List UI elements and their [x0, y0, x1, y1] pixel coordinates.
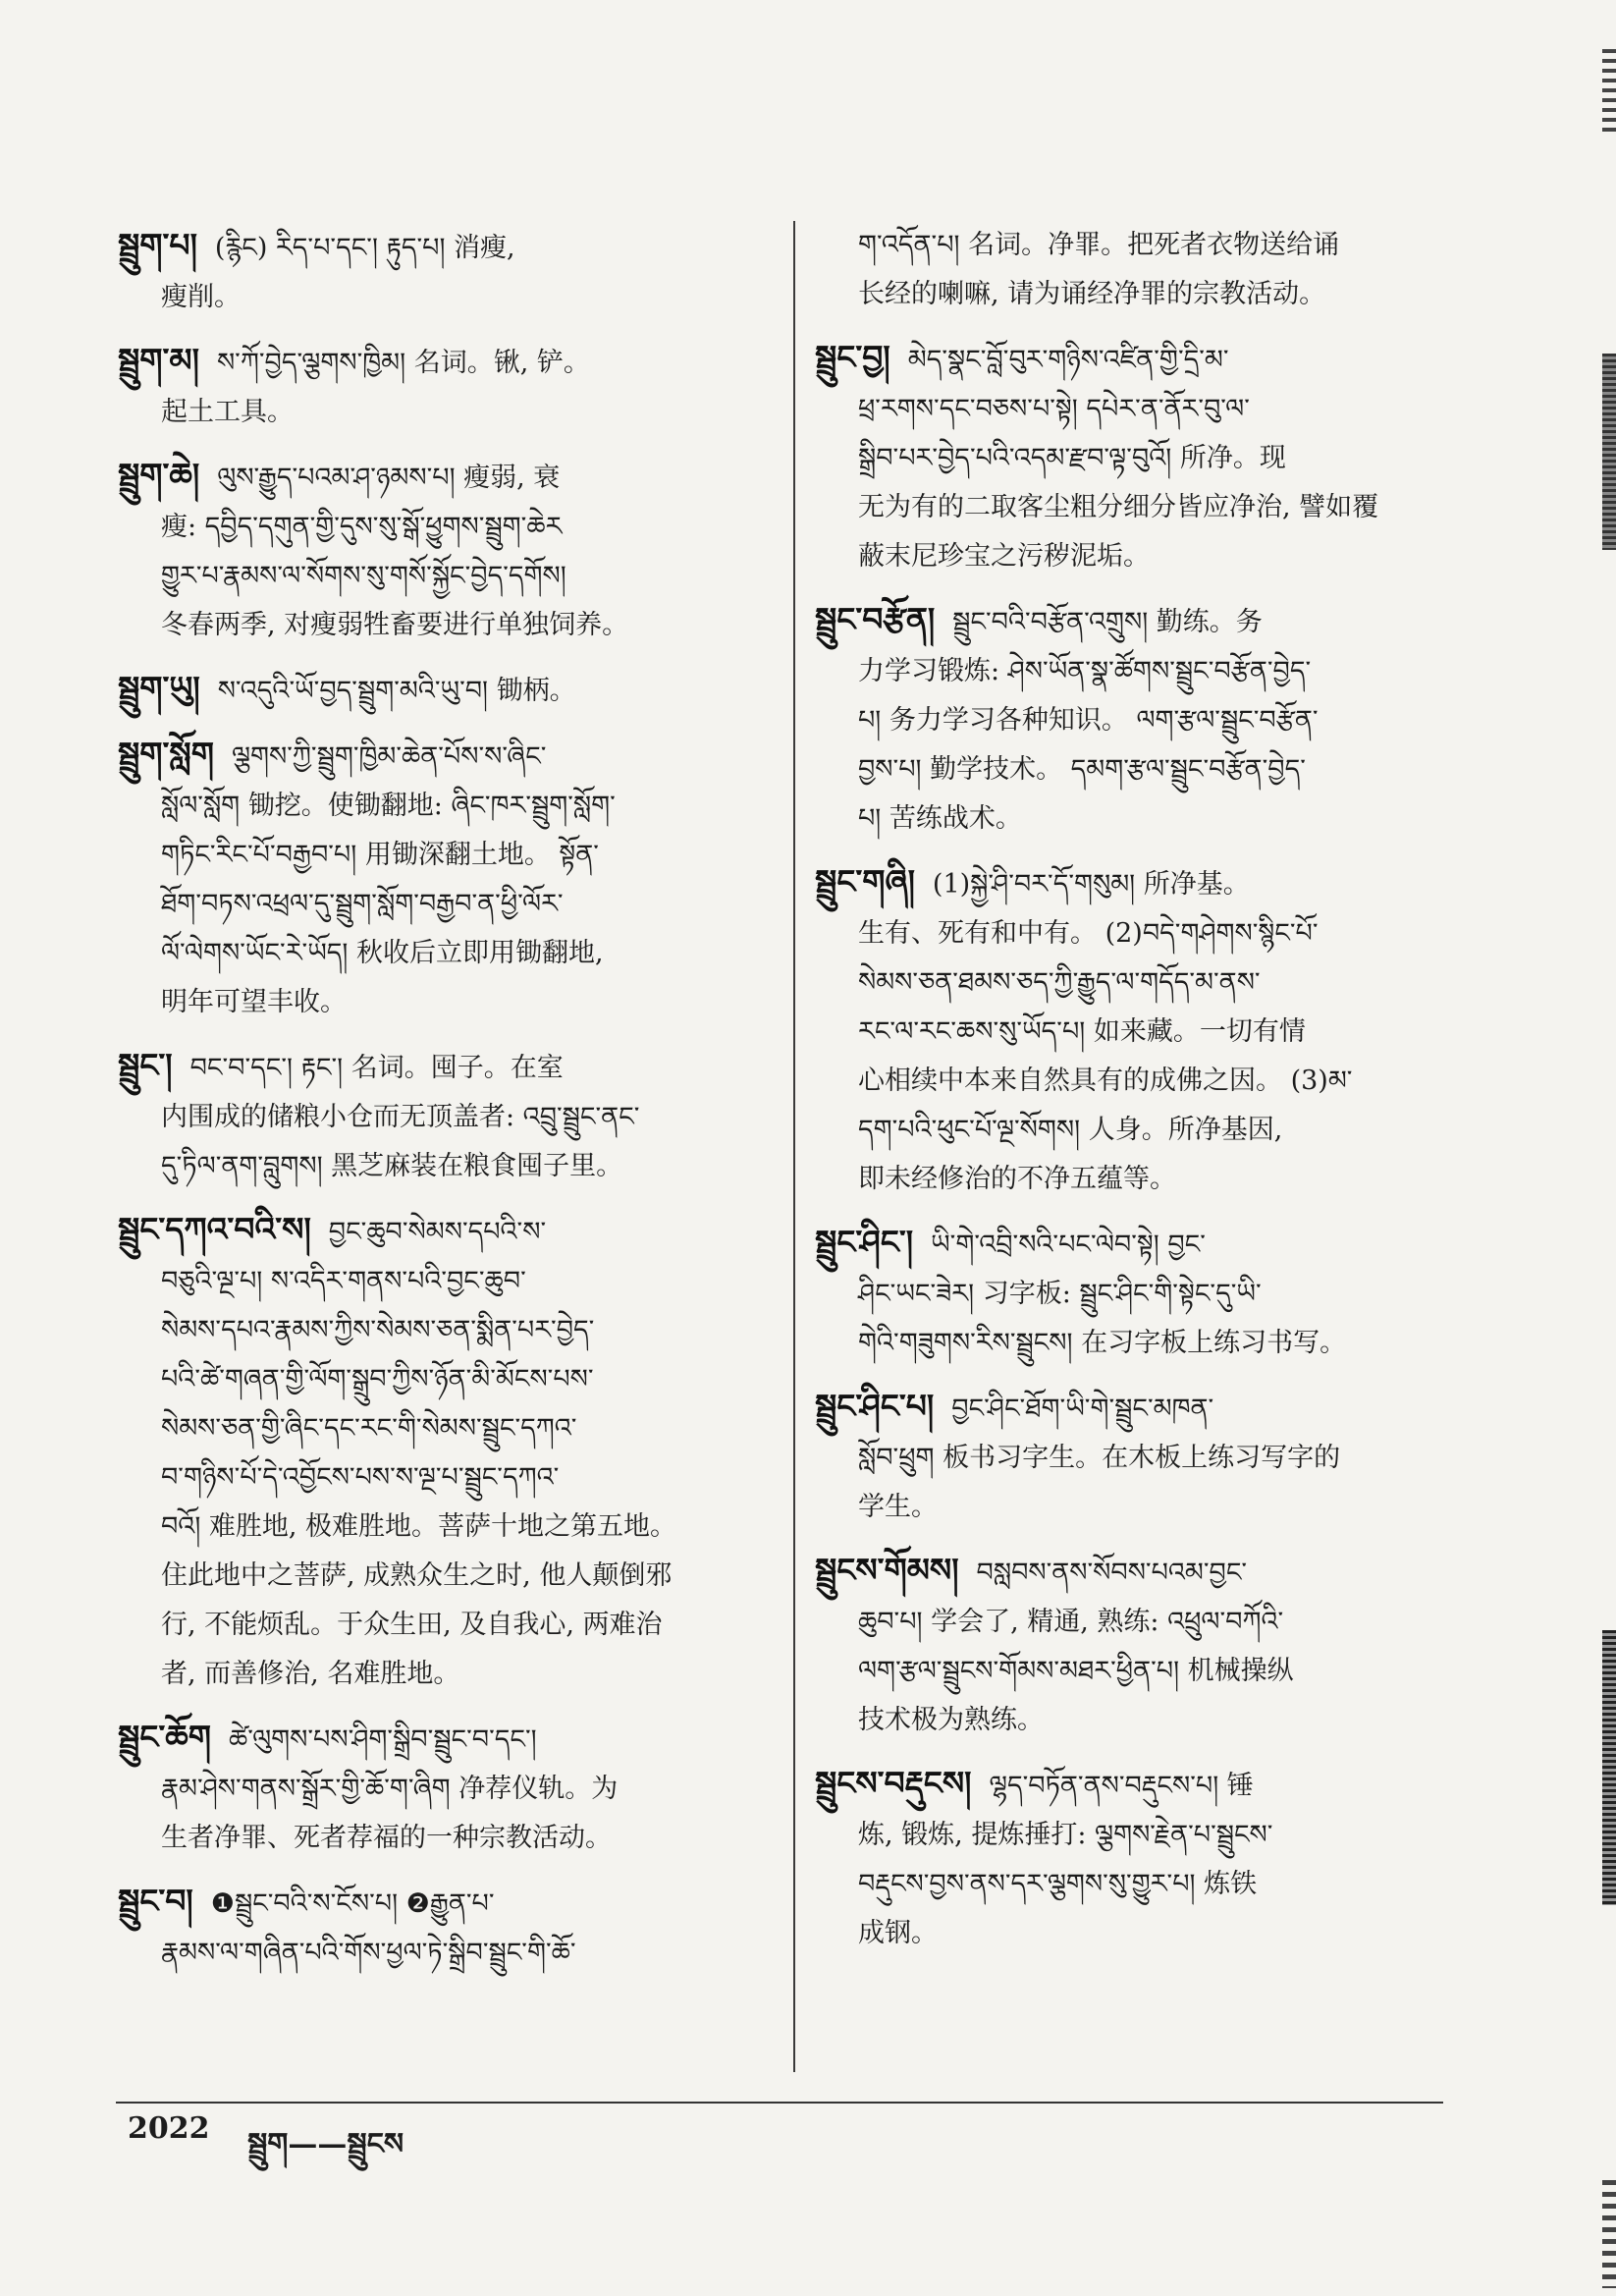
scan-edge-mark	[1602, 2180, 1616, 2288]
entry-first-line	[118, 730, 785, 782]
entry-headword: སྦྲུང་དཀའ་བའི་ས།	[118, 1210, 311, 1248]
scan-edge-mark	[1602, 1630, 1616, 1905]
entry-continuation-line	[815, 532, 1492, 581]
entry-first-line	[815, 1382, 1492, 1434]
entry-continuation-line	[118, 929, 785, 978]
entry-text: ལྷད་བཏོན་ནས་བརྡུངས་པ། 锤	[989, 1771, 1254, 1801]
entry-text: ལུས་རྒྱུད་པའམ་ཤ་ཉམས་པ། 瘦弱, 衰	[217, 463, 561, 493]
entry-text: 蔽末尼珍宝之污秽泥垢。	[858, 541, 1150, 572]
entry-continuation-line	[815, 1909, 1492, 1958]
entry-text: བྱས་པ། 勤学技术。 དམག་རྩལ་སྦྲུང་བརྩོན་བྱེད་	[858, 754, 1306, 785]
entry-text: བསླབས་ནས་སོབས་པའམ་བྱང་	[976, 1558, 1248, 1588]
entry-text: 心相续中本来自然具有的成佛之因。 (3)མ་	[858, 1066, 1353, 1096]
entry-continuation-line	[815, 1106, 1492, 1155]
entry-continuation-line	[118, 552, 785, 601]
entry-continuation-line	[815, 745, 1492, 794]
entry-continuation-line	[815, 958, 1492, 1008]
entry-continuation-line	[815, 434, 1492, 483]
entry-text: ས་འདུའི་ཡོ་བྱད་སྦྲུག་མའི་ཡུ་བ། 锄柄。	[217, 676, 576, 706]
entry-text: 学生。	[858, 1492, 938, 1522]
entry-text: 成钢。	[858, 1918, 938, 1948]
entry-first-line	[118, 1205, 785, 1257]
entry-text: པ། 苦练战术。	[858, 803, 1022, 834]
entry-continuation-line	[815, 1057, 1492, 1106]
entry-text: 生有、死有和中有。 (2)བདེ་གཤེགས་སྙིང་པོ་	[858, 918, 1319, 949]
entry-text: ས་ཀོ་བྱེད་ལྕགས་ཁྱིམ། 名词。锹, 铲。	[216, 348, 590, 378]
entry-text: 行, 不能烦乱。于众生田, 及自我心, 两难治	[161, 1610, 663, 1640]
entry-continuation-line	[815, 1319, 1492, 1368]
entry-continuation-line	[815, 1860, 1492, 1909]
entry-text: ཚེ་ལུགས་པས་ཤིག་སྒྲིབ་སྦྲུང་བ་དང་།	[228, 1724, 537, 1755]
column-divider	[793, 221, 795, 2072]
entry-continuation-line	[118, 1814, 785, 1863]
entry-text: སློབ་ཕྲུག 板书习字生。在木板上练习写字的	[858, 1443, 1341, 1473]
entry-continuation-line	[815, 385, 1492, 434]
dictionary-entry	[815, 1382, 1492, 1532]
entry-text: 者, 而善修治, 名难胜地。	[161, 1659, 460, 1689]
entry-continuation-line	[815, 1696, 1492, 1745]
dictionary-entry	[118, 1041, 785, 1191]
entry-continuation-line	[815, 1270, 1492, 1319]
entry-continuation-line	[815, 270, 1492, 319]
entry-text: ཆུབ་པ། 学会了, 精通, 熟练: འཕྲུལ་བཀོའི་	[858, 1607, 1284, 1637]
entry-text: 瘦: དབྱིད་དགུན་གྱི་དུས་སུ་སྒོ་ཕྱུགས་སྦྲུག་ཆེར	[161, 512, 563, 542]
entry-text: 生者净罪、死者荐福的一种宗教活动。	[161, 1823, 612, 1853]
entry-continuation-line	[118, 1453, 785, 1503]
entry-text: རྣམ་ཤེས་གནས་སྒྲོར་གྱི་ཆོ་ག་ཞིག 净荐仪轨。为	[161, 1774, 619, 1804]
entry-continuation-line	[815, 647, 1492, 696]
entry-continuation-line	[815, 794, 1492, 844]
entry-text: 住此地中之菩萨, 成熟众生之时, 他人颠倒邪	[161, 1560, 673, 1591]
dictionary-entry	[118, 1877, 785, 1978]
entry-text: སྦྲུང་བའི་བརྩོན་འགྲུས། 勤练。务	[952, 607, 1263, 637]
footer-rule	[116, 2102, 1443, 2104]
entry-text: (རྙིང) རིད་པ་དང་། རྟུད་པ། 消瘦,	[214, 233, 515, 263]
entry-text: སེམས་དཔའ་རྣམས་ཀྱིས་སེམས་ཅན་སྨིན་པར་བྱེད་	[161, 1315, 595, 1345]
entry-text: 炼, 锻炼, 提炼捶打: ལྕགས་རྗེན་པ་སྦྲུངས་	[858, 1820, 1273, 1850]
entry-text: པའི་ཚེ་གཞན་གྱི་ལོག་སྒྲུབ་ཀྱིས་ཉོན་མི་མོངས་པས་	[161, 1364, 594, 1394]
entry-continuation-line	[815, 909, 1492, 958]
dictionary-entry	[118, 730, 785, 1027]
entry-text: 无为有的二取客尘粗分细分皆应净治, 譬如覆	[858, 492, 1379, 522]
entry-continuation-line	[815, 1008, 1492, 1057]
entry-text: སེམས་ཅན་གྱི་ཞིང་དང་རང་གི་སེམས་སྦྲུང་དཀའ་	[161, 1413, 577, 1444]
entry-text: ཡི་གེ་འབྲི་སའི་པང་ལེབ་སྟེ། བྱང་	[931, 1230, 1206, 1260]
entry-continuation-line	[118, 978, 785, 1027]
entry-text: ལྕགས་ཀྱི་སྦྲུག་ཁྱིམ་ཆེན་པོས་ས་ཞིང་	[231, 741, 547, 772]
entry-text: བརྡུངས་བྱས་ནས་དར་ལྕགས་སུ་གྱུར་པ། 炼铁	[858, 1869, 1258, 1899]
entry-first-line	[118, 336, 785, 388]
entry-continuation-line	[118, 1404, 785, 1453]
entry-text: རང་ལ་རང་ཆས་སུ་ཡོད་པ། 如来藏。一切有情	[858, 1016, 1306, 1047]
entry-text: བྱང་ཤིང་ཐོག་ཡི་གེ་སྦྲུང་མཁན་	[951, 1394, 1214, 1424]
entry-continuation-line	[815, 483, 1492, 532]
entry-continuation-line	[118, 1093, 785, 1142]
entry-text: ཐོག་བཏས་འཕྲལ་དུ་སྦྲུག་སློག་བརྒྱབ་ན་ཕྱི་ལོར་	[161, 889, 564, 919]
entry-headword: སྦྲུག་ཡུ།	[118, 669, 200, 707]
entry-continuation-line	[118, 388, 785, 437]
entry-first-line	[815, 1218, 1492, 1270]
dictionary-entry	[118, 1205, 785, 1699]
entry-continuation-line	[118, 1257, 785, 1306]
dictionary-entry	[815, 333, 1492, 581]
entry-continuation-line	[118, 1503, 785, 1552]
entry-text: བྱང་ཆུབ་སེམས་དཔའི་ས་	[328, 1217, 547, 1247]
entry-text: གཏིང་རིང་པོ་བརྒྱབ་པ། 用锄深翻土地。 སྟོན་	[161, 840, 599, 870]
entry-first-line	[118, 221, 785, 273]
entry-headword: སྦྲུང་ཤིང་།	[815, 1223, 914, 1261]
entry-text: ཤིང་ཡང་ཟེར། 习字板: སྦྲུང་ཤིང་གི་སྟེང་དུ་ཡི་	[858, 1279, 1262, 1309]
dictionary-entry	[815, 1759, 1492, 1958]
entry-continuation-line	[815, 1155, 1492, 1204]
entry-headword: སྦྲུངས་གོམས།	[815, 1551, 959, 1589]
entry-text: པ། 务力学习各种知识。 ལག་རྩལ་སྦྲུང་བརྩོན་	[858, 705, 1319, 736]
entry-text: གྱུར་པ་རྣམས་ལ་སོགས་སུ་གསོ་སྐྱོང་བྱེད་དགོས།	[161, 561, 566, 591]
entry-text: སློལ་སློག 锄挖。使锄翻地: ཞིང་ཁར་སྦྲུག་སློག་	[161, 791, 616, 821]
entry-first-line	[118, 1041, 785, 1093]
entry-text: 明年可望丰收。	[161, 987, 347, 1017]
entry-continuation-line	[118, 1355, 785, 1404]
entry-headword: སྦྲུག་པ།	[118, 226, 197, 264]
entry-text: ཕྲ་རགས་དང་བཅས་པ་སྟེ། དཔེར་ན་ནོར་བུ་ལ་	[858, 394, 1250, 424]
entry-first-line	[815, 595, 1492, 647]
entry-headword: སྦྲུང་བྱ།	[815, 338, 890, 376]
dictionary-entry	[118, 451, 785, 650]
entry-text: གེའི་གཟུགས་རིས་སྦྲུངས། 在习字板上练习书写。	[858, 1328, 1347, 1358]
entry-headword: སྦྲུང་བརྩོན།	[815, 600, 936, 638]
running-head: སྦྲུག——སྦྲུངས	[247, 2127, 404, 2161]
entry-continuation-line	[118, 1601, 785, 1650]
entry-continuation-line	[118, 1552, 785, 1601]
entry-first-line	[118, 451, 785, 503]
entry-continuation-line	[118, 1929, 785, 1978]
entry-text: རྣམས་ལ་གཞིན་པའི་གོས་ཕྱལ་ཏེ་སྒྲིབ་སྦྲུང་གི་ཆོ་	[161, 1938, 576, 1968]
entry-first-line	[815, 857, 1492, 909]
entry-text: བའོ། 难胜地, 极难胜地。菩萨十地之第五地。	[161, 1511, 677, 1542]
entry-text: 技术极为熟练。	[858, 1705, 1044, 1735]
entry-continuation-line	[815, 1434, 1492, 1483]
entry-continuation-line	[118, 503, 785, 552]
scan-edge-mark	[1602, 354, 1616, 550]
entry-text: བ་གཉིས་པོ་དེ་འབྱོངས་པས་ས་ལྔ་པ་སྦྲུང་དཀའ་	[161, 1462, 560, 1493]
entry-text: 力学习锻炼: ཤེས་ཡོན་སྣ་ཚོགས་སྦྲུང་བརྩོན་བྱེད་	[858, 656, 1312, 686]
entry-text: སྒྲིབ་པར་བྱེད་པའི་འདམ་རྫབ་ལྟ་བུའོ། 所净。现	[858, 443, 1286, 473]
entry-continuation-line	[118, 1765, 785, 1814]
entry-text: དག་པའི་ཕུང་པོ་ལྔ་སོགས། 人身。所净基因,	[858, 1115, 1283, 1145]
entry-continuation-line	[118, 1650, 785, 1699]
entry-headword: སྦྲུང་ཤིང་པ།	[815, 1387, 935, 1425]
entry-continuation-line	[118, 831, 785, 880]
entry-continuation-line	[815, 1811, 1492, 1860]
entry-headword: སྦྲུངས་བརྡུངས།	[815, 1764, 972, 1802]
entry-continuation-line	[118, 880, 785, 929]
entry-continuation-line	[815, 696, 1492, 745]
entry-text: 冬春两季, 对瘦弱牲畜要进行单独饲养。	[161, 610, 629, 640]
entry-text: 长经的喇嘛, 请为诵经净罪的宗教活动。	[858, 279, 1326, 309]
entry-headword: སྦྲུང་གཞི།	[815, 862, 915, 901]
entry-continuation-line	[118, 1142, 785, 1191]
entry-text: ག་འདོན་པ། 名词。净罪。把死者衣物送给诵	[858, 230, 1340, 260]
dictionary-entry	[118, 336, 785, 437]
entry-text: སེམས་ཅན་ཐམས་ཅད་ཀྱི་རྒྱུད་ལ་གདོད་མ་ནས་	[858, 967, 1261, 998]
entry-first-line	[815, 333, 1492, 385]
entry-headword: སྦྲུང་བ།	[118, 1882, 193, 1920]
dictionary-entry	[815, 1218, 1492, 1368]
entry-text: 瘦削。	[161, 282, 241, 312]
dictionary-entry	[118, 221, 785, 322]
dictionary-entry	[815, 857, 1492, 1204]
entry-headword: སྦྲུང་ཆོག	[118, 1718, 211, 1756]
left-column	[118, 221, 785, 1992]
entry-first-line	[815, 221, 1492, 270]
entry-headword: སྦྲུག་སློག	[118, 735, 214, 773]
entry-continuation-line	[815, 1647, 1492, 1696]
dictionary-entry	[118, 664, 785, 716]
dictionary-entry	[815, 221, 1492, 319]
entry-text: བཅུའི་ལྔ་པ། ས་འདིར་གནས་པའི་བྱང་ཆུབ་	[161, 1266, 526, 1296]
entry-text: དུ་ཏིལ་ནག་བླུགས། 黑芝麻装在粮食囤子里。	[161, 1151, 623, 1181]
entry-text: 内围成的储粮小仓而无顶盖者: འབྲུ་སྦྲུང་ནང་	[161, 1102, 640, 1132]
entry-first-line	[118, 1877, 785, 1929]
entry-continuation-line	[118, 273, 785, 322]
page-number: 2022	[128, 2111, 210, 2146]
right-column	[815, 221, 1492, 1972]
scan-edge-mark	[1602, 49, 1616, 137]
entry-text: བང་བ་དང་། རྟང་། 名词。囤子。在室	[189, 1053, 564, 1083]
entry-first-line	[118, 664, 785, 716]
entry-text: མེད་སྣང་བློ་བུར་གཉིས་འཛིན་གྱི་དྲི་མ་	[907, 345, 1229, 375]
entry-continuation-line	[118, 601, 785, 650]
entry-first-line	[118, 1713, 785, 1765]
entry-continuation-line	[815, 1483, 1492, 1532]
entry-continuation-line	[118, 1306, 785, 1355]
entry-text: 起土工具。	[161, 397, 294, 427]
entry-text: ལོ་ལེགས་ཡོང་རེ་ཡོད། 秋收后立即用锄翻地,	[161, 938, 604, 968]
entry-text: ལག་རྩལ་སྦྲུངས་གོམས་མཐར་ཕྱིན་པ། 机械操纵	[858, 1656, 1294, 1686]
entry-continuation-line	[815, 1598, 1492, 1647]
dictionary-entry	[815, 595, 1492, 844]
dictionary-entry	[815, 1546, 1492, 1745]
entry-text: ❶སྦྲུང་བའི་ས་ངོས་པ། ❷རྒྱུན་པ་	[210, 1888, 495, 1919]
entry-first-line	[815, 1546, 1492, 1598]
entry-continuation-line	[118, 782, 785, 831]
entry-headword: སྦྲུག་ཆེ།	[118, 456, 200, 494]
entry-text: 即未经修治的不净五蕴等。	[858, 1164, 1176, 1194]
entry-first-line	[815, 1759, 1492, 1811]
entry-headword: སྦྲུག་མ།	[118, 341, 199, 379]
dictionary-entry	[118, 1713, 785, 1863]
entry-text: (1)སྐྱེ་ཤི་བར་དོ་གསུམ། 所净基。	[932, 869, 1250, 900]
entry-headword: སྦྲུང་།	[118, 1046, 173, 1084]
